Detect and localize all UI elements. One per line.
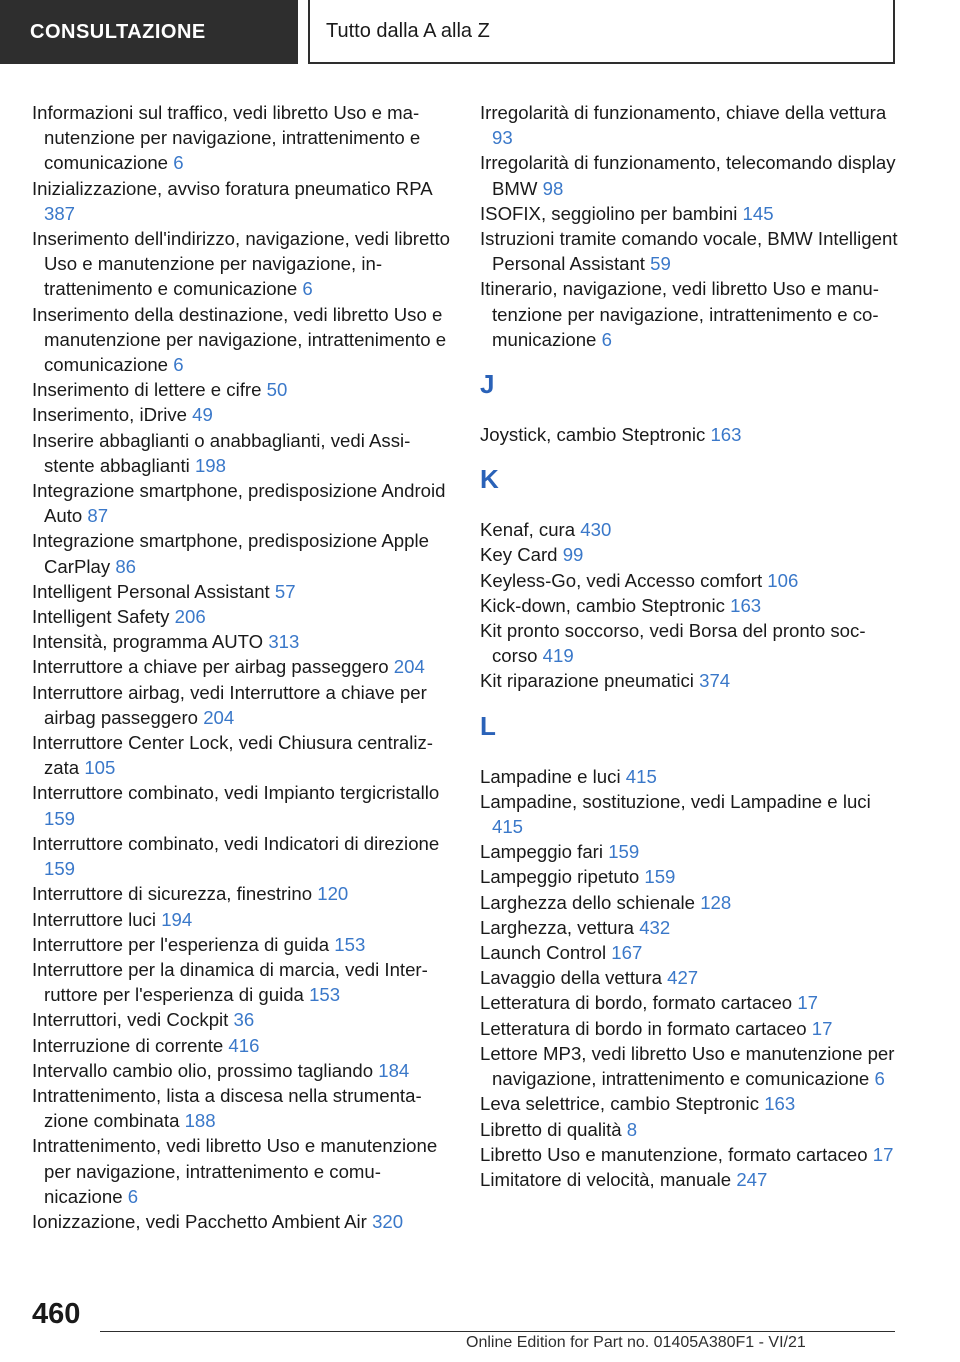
index-entry [32,957,452,1007]
index-group-i [480,100,900,352]
index-entry [32,907,452,932]
page-reference-link[interactable]: 206 [174,606,206,628]
index-entry [480,593,900,618]
index-entry-text: Interruttore combinato, vedi Indicatori di direzione [32,832,440,854]
index-entry-text: Kick-down, cambio Steptronic [480,594,725,616]
index-entry-text: Inizializzazione, avviso foratura pneumatico RPA [32,177,432,199]
page-reference-link[interactable]: 167 [611,942,643,964]
page-reference-link[interactable]: 416 [228,1034,260,1056]
index-entry-text: Leva selettrice, cambio Steptronic [480,1093,760,1115]
index-entry [480,1041,900,1091]
index-entry-text: Interruttori, vedi Cockpit [32,1009,229,1031]
index-entry-text: Key Card [480,544,558,566]
index-entry [480,839,900,864]
page-reference-link[interactable]: 86 [115,555,136,577]
index-entry-text: Inserimento di lettere e cifre [32,379,262,401]
index-group-j [480,422,900,447]
page-reference-link[interactable]: 36 [233,1009,255,1031]
index-entry [480,276,900,352]
page-reference-link[interactable]: 415 [492,816,524,838]
index-entry-text: Interruttore luci [32,908,157,930]
index-entry [480,789,900,839]
index-entry [32,377,452,402]
index-entry-text: Intensità, programma AUTO [32,631,264,653]
page-number: 460 [32,1298,81,1330]
index-entry-text: Inserire abbaglianti o anabbaglianti, vedi Assistente abbaglianti [32,429,411,476]
index-entry-text: Intelligent Personal Assistant [32,580,270,602]
page-reference-link[interactable]: 17 [872,1143,894,1165]
page-reference-link[interactable]: 163 [764,1093,796,1115]
index-entry-text: Lavaggio della vettura [480,967,662,989]
page-reference-link[interactable]: 194 [161,908,193,930]
index-entry-text: Kit pronto soccorso, vedi Borsa del pronto soccorso [480,620,866,667]
index-entry [32,730,452,780]
index-entry-text: Irregolarità di funzionamento, telecomando display BMW [480,152,896,199]
page-reference-link[interactable]: 159 [44,807,76,829]
index-entry [480,965,900,990]
index-entry-text: Letteratura di bordo in formato cartaceo [480,1017,807,1039]
index-entry [32,579,452,604]
index-entry [32,1058,452,1083]
page-reference-link[interactable]: 6 [127,1185,139,1207]
page-reference-link[interactable]: 188 [184,1110,216,1132]
index-entry-text: Lampeggio ripetuto [480,866,640,888]
index-entry-text: Intrattenimento, vedi libretto Uso e manutenzione per navigazione, intrattenimento e comunicazione [32,1135,438,1207]
index-entry [32,831,452,881]
page-reference-link[interactable]: 105 [84,757,116,779]
index-entry-text: Keyless-Go, vedi Accesso comfort [480,569,763,591]
section-letter-j: J [480,369,495,400]
page-reference-link[interactable]: 320 [372,1210,404,1232]
index-column-right [480,100,900,1192]
index-entry-text: Interruttore di sicurezza, finestrino [32,883,313,905]
page-reference-link[interactable]: 163 [710,424,742,446]
footer-edition: Online Edition for Part no. 01405A380F1 - VI/21 [466,1334,806,1351]
index-column-left [32,100,452,1234]
index-entry-text: Intelligent Safety [32,606,170,628]
index-entry [480,890,900,915]
page-reference-link[interactable]: 204 [393,656,425,678]
index-group-k [480,517,900,693]
index-entry [480,100,900,150]
index-entry [32,428,452,478]
index-entry [480,915,900,940]
index-entry [480,1117,900,1142]
index-entry-text: Interruttore per l'esperienza di guida [32,933,330,955]
index-entry-text: Joystick, cambio Steptronic [480,424,706,446]
index-entry [480,864,900,889]
page-reference-link[interactable]: 427 [667,967,699,989]
index-entry [32,780,452,830]
index-entry [480,668,900,693]
index-entry-text: Intrattenimento, lista a discesa nella strumentazione combinata [32,1084,422,1132]
index-entry [480,764,900,789]
index-entry [32,654,452,679]
index-entry-text: Larghezza dello schienale [480,891,696,913]
page-reference-link[interactable]: 120 [317,883,349,905]
index-entry [480,618,900,668]
index-entry-text: Intervallo cambio olio, prossimo tagliando [32,1059,374,1081]
page-reference-link[interactable]: 93 [492,127,513,149]
index-entry [32,1133,452,1209]
page-reference-link[interactable]: 6 [302,278,313,300]
page-reference-link[interactable]: 374 [699,670,731,692]
page-reference-link[interactable]: 159 [644,866,676,888]
page-reference-link[interactable]: 145 [742,202,774,224]
index-entry-text: Integrazione smartphone, predisposizione Apple CarPlay [32,530,429,577]
section-letter-l: L [480,710,496,741]
index-entry-text: Limitatore di velocità, manuale [480,1168,732,1190]
section-tab [0,0,298,64]
index-entry [480,517,900,542]
index-entry-text: Inserimento dell'indirizzo, navigazione, vedi libretto Uso e manutenzione per navigazione, intrattenimento e comunicazione [32,228,450,300]
page-reference-link[interactable]: 106 [767,569,799,591]
page-reference-link[interactable]: 313 [268,631,300,653]
page-reference-link[interactable]: 17 [811,1017,833,1039]
chapter-title: Tutto dalla A alla Z [326,19,490,42]
index-entry-text: Inserimento della destinazione, vedi libretto Uso e manutenzione per navigazione, intrattenimento e comunicazione [32,303,447,376]
index-entry-text: Irregolarità di funzionamento, chiave della vettura [480,102,887,123]
page-reference-link[interactable]: 159 [44,858,76,880]
page-reference-link[interactable]: 6 [173,354,184,376]
index-entry [480,201,900,226]
index-entry [32,402,452,427]
index-entry-text: Inserimento, iDrive [32,404,187,426]
index-entry [480,568,900,593]
page-reference-link[interactable]: 247 [736,1168,768,1190]
page-reference-link[interactable]: 159 [608,841,640,863]
page-reference-link[interactable]: 184 [378,1059,410,1081]
index-entry [32,1007,452,1032]
page-reference-link[interactable]: 8 [626,1118,638,1140]
index-entry-text: Libretto Uso e manutenzione, formato cartaceo [480,1143,868,1165]
index-entry-text: Kit riparazione pneumatici [480,670,694,692]
page-reference-link[interactable]: 153 [309,984,341,1006]
index-entry-text: ISOFIX, seggiolino per bambini [480,202,738,224]
index-entry-text: Interruttore Center Lock, vedi Chiusura centralizzata [32,732,433,779]
index-entry [480,1016,900,1041]
index-entry [32,1209,452,1234]
index-entry [480,422,900,447]
page-reference-link[interactable]: 50 [266,379,288,401]
page-reference-link[interactable]: 17 [797,992,818,1014]
page-reference-link[interactable]: 415 [625,765,657,787]
page-reference-link[interactable]: 6 [874,1068,885,1090]
index-entry-text: Kenaf, cura [480,519,576,541]
page-reference-link[interactable]: 198 [194,454,226,476]
page-reference-link[interactable]: 99 [562,544,584,566]
index-entry-text: Lampadine, sostituzione, vedi Lampadine e luci [480,790,871,812]
index-entry [480,1091,900,1116]
index-entry-text: Itinerario, navigazione, vedi libretto Uso e manutenzione per navigazione, intrattenimento e comunicazione [480,278,879,350]
index-entry [32,932,452,957]
page-reference-link[interactable]: 49 [192,404,213,426]
index-entry-text: Lampadine e luci [480,765,621,787]
index-entry-text: Informazioni sul traffico, vedi libretto Uso e manutenzione per navigazione, intrattenimento e comunicazione [32,102,421,174]
page-reference-link[interactable]: 432 [639,916,671,938]
page-reference-link[interactable]: 128 [700,891,732,913]
index-entry [480,940,900,965]
index-entry [32,478,452,528]
page-reference-link[interactable]: 98 [542,177,564,199]
index-entry-text: Istruzioni tramite comando vocale, BMW Intelligent Personal Assistant [480,228,898,275]
index-entry [32,680,452,730]
index-entry-text: Lettore MP3, vedi libretto Uso e manutenzione per navigazione, intrattenimento e comunicazione [480,1042,895,1090]
section-letter-k: K [480,464,499,495]
index-entry [32,629,452,654]
index-entry-text: Letteratura di bordo, formato cartaceo [480,992,793,1014]
page-reference-link[interactable]: 430 [580,519,612,541]
index-entry-text: Interruttore a chiave per airbag passeggero [32,656,389,678]
index-entry [32,528,452,578]
page-reference-link[interactable]: 57 [274,580,296,602]
index-entry-text: Launch Control [480,942,607,964]
page-reference-link[interactable]: 153 [334,933,366,955]
section-title: CONSULTAZIONE [30,20,206,43]
index-entry [480,1142,900,1167]
index-entry [32,176,452,226]
index-entry [32,604,452,629]
index-entry-text: Interruttore airbag, vedi Interruttore a chiave per airbag passeggero [32,681,427,728]
page-reference-link[interactable]: 387 [44,202,76,224]
page-reference-link[interactable]: 204 [203,706,235,728]
page-reference-link[interactable]: 419 [542,645,574,667]
index-entry [480,226,900,276]
index-entry [480,542,900,567]
index-group-l [480,764,900,1192]
page-reference-link[interactable]: 59 [650,253,671,275]
index-entry-text: Libretto di qualità [480,1118,622,1140]
index-entry-text: Interruttore per la dinamica di marcia, vedi Interruttore per l'esperienza di guida [32,958,428,1006]
index-entry [32,1033,452,1058]
index-entry [32,881,452,906]
footer-divider [100,1331,895,1332]
index-entry [32,302,452,378]
index-entry [32,226,452,302]
index-entry-text: Integrazione smartphone, predisposizione Android Auto [32,480,446,527]
index-entry-text: Lampeggio fari [480,841,604,863]
page-reference-link[interactable]: 163 [730,594,762,616]
index-entry [32,1083,452,1133]
page-reference-link[interactable]: 87 [87,505,109,527]
page-reference-link[interactable]: 6 [601,328,612,350]
chapter-header [308,0,895,64]
index-entry-text: Ionizzazione, vedi Pacchetto Ambient Air [32,1210,367,1232]
index-entry [480,1167,900,1192]
page-reference-link[interactable]: 6 [173,152,184,174]
index-entry-text: Interruzione di corrente [32,1034,224,1056]
index-entry [480,990,900,1015]
index-entry [32,100,452,176]
index-entry-text: Interruttore combinato, vedi Impianto tergicristallo [32,782,440,804]
index-entry-text: Larghezza, vettura [480,916,635,938]
index-entry [480,150,900,200]
